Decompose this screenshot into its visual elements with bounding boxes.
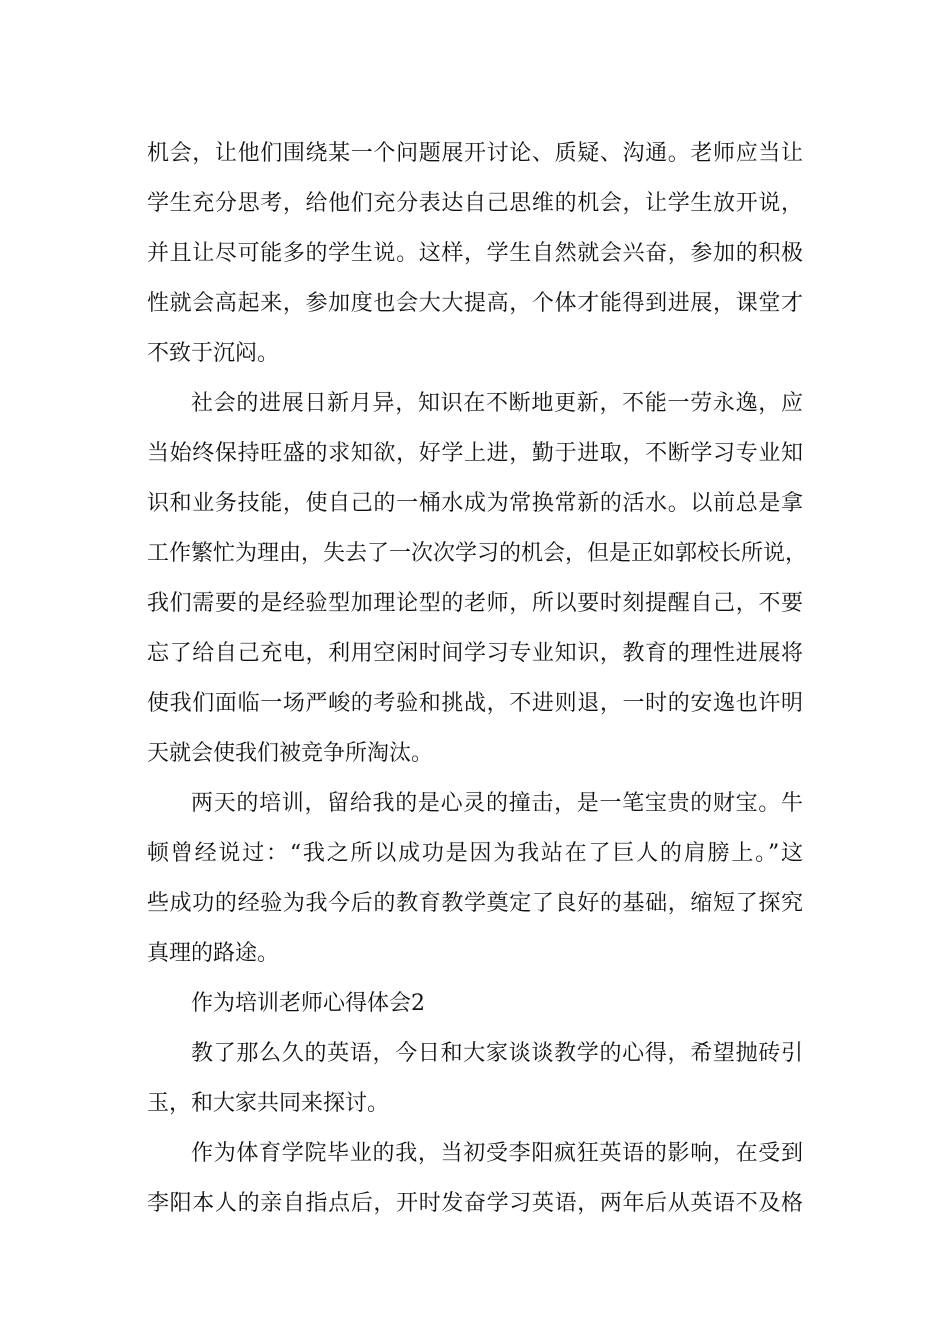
text-line bbox=[0, 1079, 950, 1129]
line-text: 不致于沉闷。 bbox=[147, 341, 280, 366]
text-line bbox=[0, 529, 950, 579]
line-text: 忘了给自己充电，利用空闲时间学习专业知识，教育的理性进展将 bbox=[147, 641, 803, 666]
text-line bbox=[0, 929, 950, 979]
line-text: 工作繁忙为理由，失去了一次次学习的机会，但是正如郭校长所说， bbox=[147, 541, 808, 566]
line-text: 教了那么久的英语，今日和大家谈谈教学的心得，希望抛砖引 bbox=[191, 1041, 803, 1066]
text-line bbox=[0, 729, 950, 779]
line-text: 作为体育学院毕业的我，当初受李阳疯狂英语的影响，在受到 bbox=[191, 1141, 803, 1166]
line-text: 性就会高起来，参加度也会大大提高，个体才能得到进展，课堂才 bbox=[147, 291, 803, 316]
line-text: 识和业务技能，使自己的一桶水成为常换常新的活水。以前总是拿 bbox=[147, 491, 803, 516]
paragraph-first-line bbox=[0, 379, 950, 429]
text-line bbox=[0, 129, 950, 179]
line-text: 我们需要的是经验型加理论型的老师，所以要时刻提醒自己，不要 bbox=[147, 591, 803, 616]
paragraph-first-line bbox=[0, 1029, 950, 1079]
line-text: 真理的路途。 bbox=[147, 941, 280, 966]
paragraph-first-line bbox=[0, 1129, 950, 1179]
text-line bbox=[0, 479, 950, 529]
line-text: 学生充分思考，给他们充分表达自己思维的机会，让学生放开说， bbox=[147, 191, 803, 216]
line-text: 天就会使我们被竞争所淘汰。 bbox=[147, 741, 434, 766]
text-line bbox=[0, 429, 950, 479]
text-line bbox=[0, 879, 950, 929]
line-text: 顿曾经说过：“我之所以成功是因为我站在了巨人的肩膀上。”这 bbox=[147, 841, 803, 866]
text-line bbox=[0, 179, 950, 229]
line-text: 社会的进展日新月异，知识在不断地更新，不能一劳永逸，应 bbox=[191, 391, 803, 416]
text-line bbox=[0, 329, 950, 379]
line-text: 机会，让他们围绕某一个问题展开讨论、质疑、沟通。老师应当让 bbox=[147, 141, 803, 166]
line-text: 玉，和大家共同来探讨。 bbox=[147, 1091, 390, 1116]
text-line bbox=[0, 829, 950, 879]
section-heading bbox=[0, 979, 950, 1029]
paragraph-first-line bbox=[0, 779, 950, 829]
line-text: 些成功的经验为我今后的教育教学奠定了良好的基础，缩短了探究 bbox=[147, 891, 803, 916]
heading-text: 作为培训老师心得体会2 bbox=[191, 991, 425, 1016]
line-text: 使我们面临一场严峻的考验和挑战，不进则退，一时的安逸也许明 bbox=[147, 691, 803, 716]
line-text: 李阳本人的亲自指点后，开时发奋学习英语，两年后从英语不及格 bbox=[147, 1191, 803, 1216]
text-line bbox=[0, 579, 950, 629]
line-text: 两天的培训，留给我的是心灵的撞击，是一笔宝贵的财宝。牛 bbox=[191, 791, 803, 816]
line-text: 并且让尽可能多的学生说。这样，学生自然就会兴奋，参加的积极 bbox=[147, 241, 803, 266]
line-text: 当始终保持旺盛的求知欲，好学上进，勤于进取，不断学习专业知 bbox=[147, 441, 803, 466]
text-line bbox=[0, 1179, 950, 1229]
text-line bbox=[0, 679, 950, 729]
text-line bbox=[0, 229, 950, 279]
text-line bbox=[0, 629, 950, 679]
text-line bbox=[0, 279, 950, 329]
